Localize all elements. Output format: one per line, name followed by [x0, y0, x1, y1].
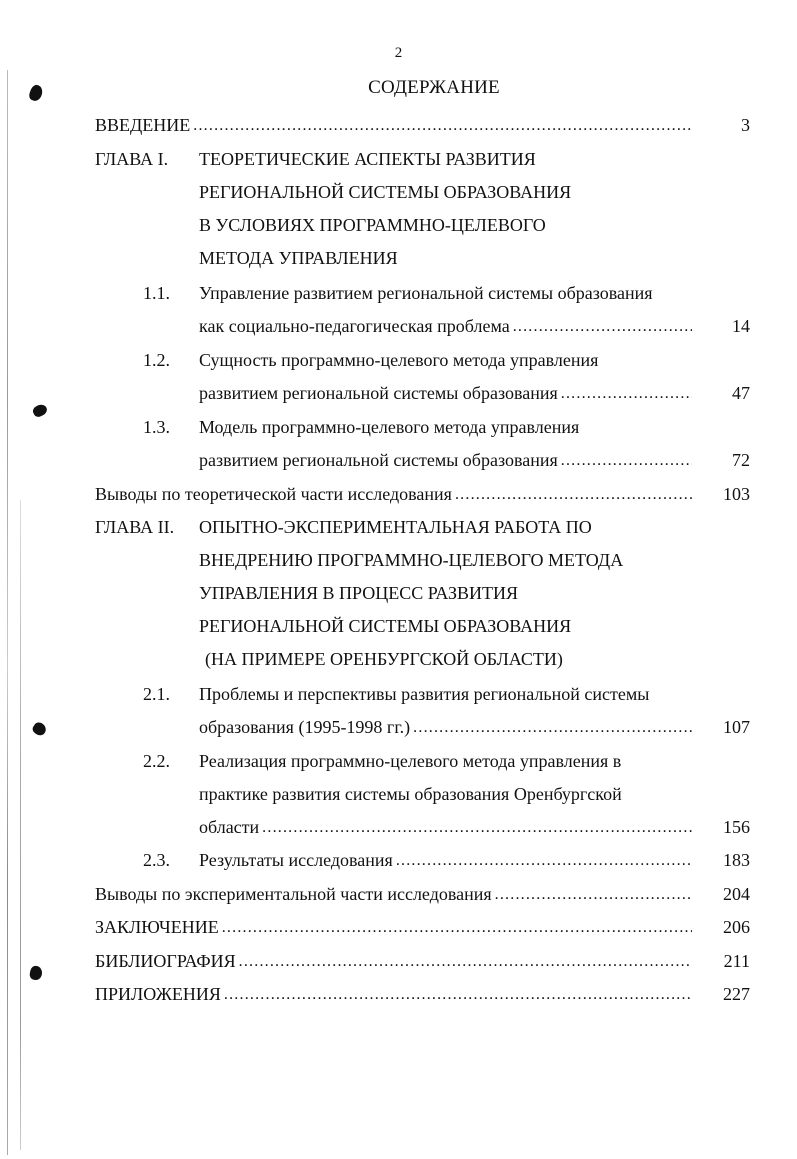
scan-margin-line	[7, 70, 8, 1155]
scan-margin-line	[20, 500, 21, 1150]
toc-entry-conclusions	[95, 883, 695, 905]
toc-entry-label: БИБЛИОГРАФИЯ	[95, 951, 236, 971]
toc-page-number: 103	[723, 484, 750, 504]
toc-entry-appendices	[95, 983, 695, 1005]
toc-entry-section	[199, 849, 695, 871]
chapter-title-line: РЕГИОНАЛЬНОЙ СИСТЕМЫ ОБРАЗОВАНИЯ	[199, 616, 572, 636]
toc-entry-bibliography	[95, 950, 695, 972]
toc-entry-section	[199, 315, 695, 337]
toc-page-number: 227	[723, 984, 750, 1004]
toc-entry-section	[199, 816, 695, 838]
section-title-line: как социально-педагогическая проблема	[199, 316, 510, 336]
scan-speck	[31, 403, 48, 419]
chapter-label: ГЛАВА I.	[95, 149, 169, 169]
toc-page-number: 183	[723, 850, 750, 870]
dot-leader	[193, 114, 692, 136]
chapter-title-line: ТЕОРЕТИЧЕСКИЕ АСПЕКТЫ РАЗВИТИЯ	[199, 149, 536, 169]
section-title-line: Результаты исследования	[199, 850, 393, 870]
scan-speck	[31, 720, 49, 737]
toc-page-number: 204	[723, 884, 750, 904]
section-title-line: области	[199, 817, 260, 837]
toc-page-number: 156	[723, 817, 750, 837]
section-title-line: развитием региональной системы образования	[199, 383, 558, 403]
section-title-line: практике развития системы образования Оренбургской	[199, 784, 622, 804]
toc-entry-section	[199, 716, 695, 738]
toc-entry-label: ВВЕДЕНИЕ	[95, 115, 191, 135]
toc-page-number: 14	[732, 316, 750, 336]
section-number: 2.2.	[143, 751, 170, 771]
toc-page-number: 206	[723, 917, 750, 937]
chapter-title-line: ВНЕДРЕНИЮ ПРОГРАММНО-ЦЕЛЕВОГО МЕТОДА	[199, 550, 624, 570]
dot-leader	[495, 883, 692, 905]
dot-leader	[413, 716, 692, 738]
toc-page-number: 72	[732, 450, 750, 470]
section-number: 1.3.	[143, 417, 170, 437]
dot-leader	[513, 315, 692, 337]
chapter-title-line: РЕГИОНАЛЬНОЙ СИСТЕМЫ ОБРАЗОВАНИЯ	[199, 182, 572, 202]
section-title-line: образования (1995-1998 гг.)	[199, 717, 411, 737]
toc-page-number: 47	[732, 383, 750, 403]
toc-entry-intro	[95, 114, 695, 136]
dot-leader	[239, 950, 692, 972]
dot-leader	[222, 916, 692, 938]
scan-speck	[28, 83, 45, 102]
scan-speck	[29, 965, 43, 981]
chapter-title-line: ОПЫТНО-ЭКСПЕРИМЕНТАЛЬНАЯ РАБОТА ПО	[199, 517, 592, 537]
toc-title: СОДЕРЖАНИЕ	[368, 77, 500, 98]
chapter-title-line: УПРАВЛЕНИЯ В ПРОЦЕСС РАЗВИТИЯ	[199, 583, 518, 603]
toc-entry-section	[199, 382, 695, 404]
chapter-title-line: МЕТОДА УПРАВЛЕНИЯ	[199, 248, 398, 268]
toc-entry-label: Выводы по экспериментальной части исследования	[95, 884, 492, 904]
toc-page-number: 3	[741, 115, 750, 135]
toc-entry-conclusions	[95, 483, 695, 505]
section-number: 2.3.	[143, 850, 170, 870]
page-number: 2	[394, 45, 403, 61]
dot-leader	[455, 483, 692, 505]
dot-leader	[262, 816, 692, 838]
dot-leader	[224, 983, 692, 1005]
toc-page-number: 211	[723, 951, 750, 971]
section-title-line: Проблемы и перспективы развития региональной системы	[199, 684, 650, 704]
section-title-line: Сущность программно-целевого метода управления	[199, 350, 599, 370]
section-title-line: Модель программно-целевого метода управления	[199, 417, 580, 437]
toc-entry-conclusion	[95, 916, 695, 938]
toc-entry-label: ПРИЛОЖЕНИЯ	[95, 984, 221, 1004]
section-number: 1.1.	[143, 283, 170, 303]
section-title-line: Управление развитием региональной системы образования	[199, 283, 653, 303]
dot-leader	[561, 449, 692, 471]
toc-entry-section	[199, 449, 695, 471]
section-number: 1.2.	[143, 350, 170, 370]
dot-leader	[561, 382, 692, 404]
toc-entry-label: Выводы по теоретической части исследования	[95, 484, 452, 504]
chapter-title-line: В УСЛОВИЯХ ПРОГРАММНО-ЦЕЛЕВОГО	[199, 215, 546, 235]
chapter-title-line: (НА ПРИМЕРЕ ОРЕНБУРГСКОЙ ОБЛАСТИ)	[205, 649, 563, 669]
section-title-line: Реализация программно-целевого метода управления в	[199, 751, 622, 771]
toc-page-number: 107	[723, 717, 750, 737]
section-number: 2.1.	[143, 684, 170, 704]
dot-leader	[396, 849, 692, 871]
chapter-label: ГЛАВА II.	[95, 517, 175, 537]
section-title-line: развитием региональной системы образования	[199, 450, 558, 470]
toc-entry-label: ЗАКЛЮЧЕНИЕ	[95, 917, 219, 937]
